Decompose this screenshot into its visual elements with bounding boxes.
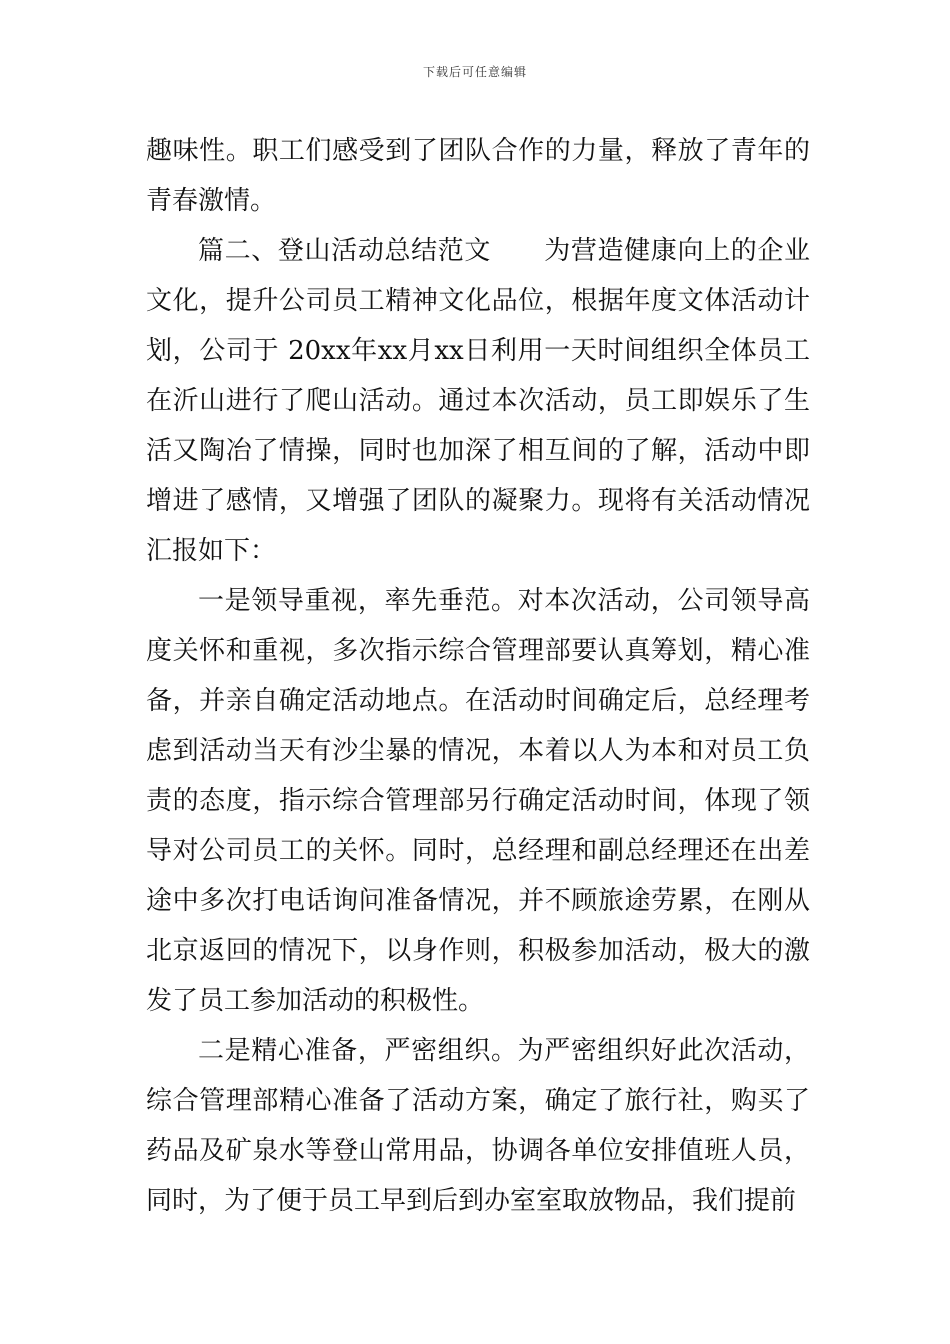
- paragraph-continuation: 趣味性。职工们感受到了团队合作的力量，释放了青年的青春激情。: [146, 136, 810, 216]
- page-header-note: 下载后可任意编辑: [422, 65, 527, 79]
- document-body: [146, 126, 810, 1226]
- paragraph-leadership: 一是领导重视，率先垂范。对本次活动，公司领导高度关怀和重视，多次指示综合管理部要认真筹划，精心准备，并亲自确定活动地点。在活动时间确定后，总经理考虑到活动当天有沙尘暴的情况，本着以人为本和对员工负责的态度，指示综合管理部另行确定活动时间，体现了领导对公司员工的关怀。同时，总经理和副总经理还在出差途中多次打电话询问准备情况，并不顾旅途劳累，在刚从北京返回的情况下，以身作则，积极参加活动，极大的激发了员工参加活动的积极性。: [146, 586, 810, 1016]
- paragraph-preparation: 二是精心准备，严密组织。为严密组织好此次活动，综合管理部精心准备了活动方案，确定了旅行社，购买了药品及矿泉水等登山常用品，协调各单位安排值班人员，同时，为了便于员工早到后到办室室取放物品，我们提前: [146, 1036, 810, 1216]
- paragraph-section-two-intro: 篇二、登山活动总结范文 为营造健康向上的企业文化，提升公司员工精神文化品位，根据年度文体活动计划，公司于 20xx年xx月xx日利用一天时间组织全体员工在沂山进行了爬山活动。通过本次活动，员工即娱乐了生活又陶冶了情操，同时也加深了相互间的了解，活动中即增进了感情，又增强了团队的凝聚力。现将有关活动情况汇报如下：: [146, 236, 810, 566]
